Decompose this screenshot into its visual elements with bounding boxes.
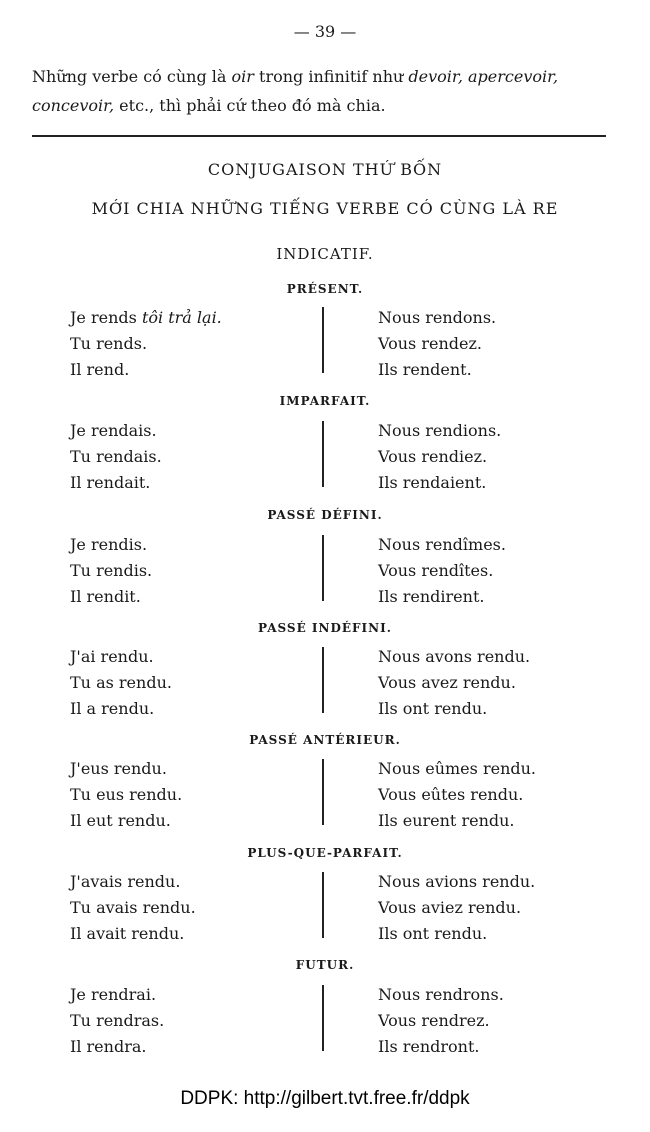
singular-forms xyxy=(70,982,164,1060)
conjugation-line: Tu rends. xyxy=(70,334,148,353)
tense-heading: PASSÉ DÉFINI. xyxy=(267,508,383,522)
conjugation-line: Vous avez rendu. xyxy=(378,673,516,692)
conjugation-line: Nous rendions. xyxy=(378,421,502,440)
intro-paragraph xyxy=(32,62,612,120)
intro-italic-oir: oir xyxy=(231,67,254,86)
tense-heading: FUTUR. xyxy=(295,958,355,972)
tense-heading: IMPARFAIT. xyxy=(279,394,371,408)
plural-forms xyxy=(378,982,504,1060)
conjugation-line: Il rendait. xyxy=(70,473,151,492)
conjugation-line: Ils rendront. xyxy=(378,1037,480,1056)
conjugation-line: Nous eûmes rendu. xyxy=(378,759,536,778)
conjugation-line: Ils rendaient. xyxy=(378,473,487,492)
tense-heading: PLUS-QUE-PARFAIT. xyxy=(247,846,403,860)
singular-forms xyxy=(70,869,196,947)
page-number: — 39 — xyxy=(293,22,357,41)
column-divider xyxy=(322,535,324,601)
conjugation-line: Il rendit. xyxy=(70,587,141,606)
conjugation-line: Nous avons rendu. xyxy=(378,647,531,666)
conjugation-line: Je rendis. xyxy=(70,535,148,554)
conjugation-line: J'ai rendu. xyxy=(70,647,154,666)
conjugation-line: J'avais rendu. xyxy=(70,872,181,891)
conjugation-line: Ils ont rendu. xyxy=(378,924,488,943)
conjugation-line: Vous rendrez. xyxy=(378,1011,490,1030)
conjugation-line: Ils eurent rendu. xyxy=(378,811,515,830)
source-footer: DDPK: http://gilbert.tvt.free.fr/ddpk xyxy=(180,1088,470,1109)
conjugation-line: Vous aviez rendu. xyxy=(378,898,522,917)
conjugation-line: Tu avais rendu. xyxy=(70,898,196,917)
conjugation-line: Nous rendons. xyxy=(378,308,497,327)
conjugation-line: Il eut rendu. xyxy=(70,811,171,830)
conjugation-line: Ils rendent. xyxy=(378,360,472,379)
plural-forms xyxy=(378,756,536,834)
singular-forms xyxy=(70,418,162,496)
column-divider xyxy=(322,421,324,487)
conjugation-line: Nous rendrons. xyxy=(378,985,504,1004)
intro-text: trong infinitif như xyxy=(253,67,409,86)
intro-italic-concevoir: concevoir, xyxy=(32,96,115,115)
section-subtitle: MỚI CHIA NHỮNG TIẾNG VERBE CÓ CÙNG LÀ RE xyxy=(91,199,559,218)
conjugation-line: Vous rendîtes. xyxy=(378,561,494,580)
column-divider xyxy=(322,872,324,938)
conjugation-line: Il a rendu. xyxy=(70,699,155,718)
singular-forms xyxy=(70,756,182,834)
horizontal-rule xyxy=(32,135,606,137)
plural-forms xyxy=(378,532,506,610)
singular-forms xyxy=(70,644,172,722)
conjugation-line: Je rendrai. xyxy=(70,985,157,1004)
conjugation-line: Nous rendîmes. xyxy=(378,535,506,554)
conjugation-line: Ils ont rendu. xyxy=(378,699,488,718)
conjugation-line: Je rendais. xyxy=(70,421,157,440)
conjugation-line: J'eus rendu. xyxy=(70,759,167,778)
plural-forms xyxy=(378,418,501,496)
conjugation-line: Il rendra. xyxy=(70,1037,147,1056)
section-title: CONJUGAISON THỨ BỐN xyxy=(207,160,443,179)
intro-text: Những verbe có cùng là xyxy=(32,67,232,86)
conjugation-line: Ils rendirent. xyxy=(378,587,485,606)
conjugation-line: Tu rendais. xyxy=(70,447,162,466)
conjugation-line: Il rend. xyxy=(70,360,130,379)
singular-forms xyxy=(70,305,222,383)
plural-forms xyxy=(378,305,496,383)
conjugation-line: Tu eus rendu. xyxy=(70,785,183,804)
intro-italic-apercevoir: apercevoir, xyxy=(468,67,559,86)
gloss: tôi trả lại. xyxy=(141,308,222,327)
conjugation-line: Il avait rendu. xyxy=(70,924,185,943)
conjugation-line: Tu as rendu. xyxy=(70,673,172,692)
conjugation-line: Tu rendis. xyxy=(70,561,153,580)
plural-forms xyxy=(378,644,530,722)
intro-text: etc., thì phải cứ theo đó mà chia. xyxy=(114,96,386,115)
mood-heading: INDICATIF. xyxy=(276,245,374,263)
tense-heading: PASSÉ ANTÉRIEUR. xyxy=(249,733,401,747)
conjugation-line: Vous eûtes rendu. xyxy=(378,785,524,804)
column-divider xyxy=(322,759,324,825)
conjugation-line: Tu rendras. xyxy=(70,1011,165,1030)
tense-heading: PRÉSENT. xyxy=(286,282,364,296)
plural-forms xyxy=(378,869,535,947)
column-divider xyxy=(322,647,324,713)
tense-heading: PASSÉ INDÉFINI. xyxy=(258,621,392,635)
column-divider xyxy=(322,985,324,1051)
conjugation-line: Vous rendiez. xyxy=(378,447,488,466)
conjugation-line: Vous rendez. xyxy=(378,334,482,353)
intro-italic-devoir: devoir, xyxy=(408,67,463,86)
singular-forms xyxy=(70,532,152,610)
column-divider xyxy=(322,307,324,373)
conjugation-line: Je rends tôi trả lại. xyxy=(70,308,222,327)
conjugation-line: Nous avions rendu. xyxy=(378,872,536,891)
